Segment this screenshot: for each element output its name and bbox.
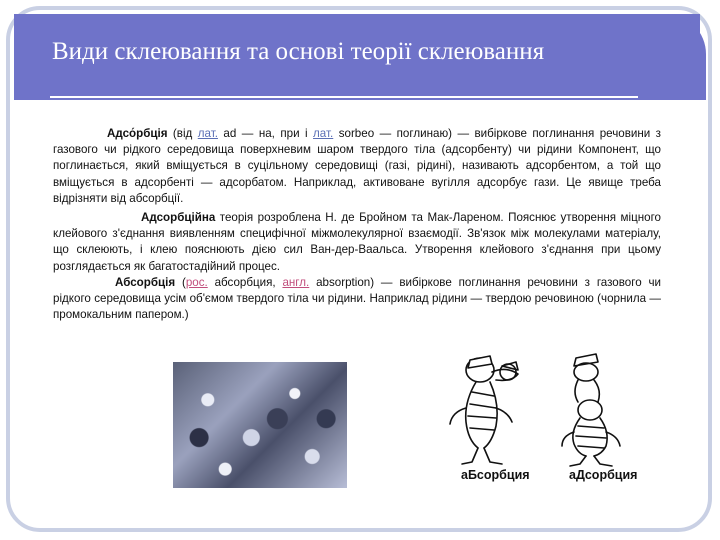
text-fragment: absorption) — вибіркове поглинання речовини з газового чи рідкого середовища усім об'ємом твердого тіла чи рідини. Наприклад рідини — твердою речовиною (чорнила — промокальним папером.) <box>53 275 661 322</box>
caption-absorption: аБсорбция <box>461 468 530 482</box>
text-fragment: абсорбция, <box>207 275 283 289</box>
activated-carbon-photo <box>173 362 347 488</box>
text-fragment: ad — на, при і <box>217 127 314 140</box>
term-adsorption-theory: Адсорбційна <box>141 211 216 225</box>
absorption-cartoon <box>442 352 562 470</box>
text-fragment: sorbeo — поглинаю) — вибіркове поглинання речовини з газового чи рідкого середовища поверхневим шаром твердого тіла (адсорбенту) чи рідини Компонент, що поглинається, який вміщується в суцільному середовищі (газі, рідині), називають адсорбентом, а той що вміщується в адсорбенті — адсорбатом. Наприклад, активоване вугілля адсорбує гази. Це явище треба відрізняти від абсорбції. <box>53 127 661 205</box>
paragraph-adsorption <box>53 126 661 207</box>
link-angl[interactable]: англ. <box>282 275 310 289</box>
link-ros[interactable]: рос. <box>185 275 208 289</box>
text-fragment: (від <box>167 127 198 140</box>
text-fragment: теорія розроблена Н. де Бройном та Мак-Лареном. Пояснює утворення міцного клейового з'єднання виявленням специфічної міжмолекулярної взаємодії. Зв'язок між молекулами матеріалу, що склеюють, і клею пояснюють дією сил Ван-дер-Ваальса. Утворення клейового з'єднання при цьому розглядається як багатостадійний процес. <box>53 211 661 273</box>
paragraph-adsorption-theory <box>53 210 661 275</box>
text-fragment: ( <box>175 275 186 289</box>
link-lat-1[interactable]: лат. <box>197 127 218 140</box>
caption-adsorption: аДсорбция <box>569 468 638 482</box>
slide-title: Види склеювання та основі теорії склеювання <box>52 38 545 65</box>
paragraph-absorption <box>53 275 661 324</box>
title-underline <box>50 96 638 98</box>
link-lat-2[interactable]: лат. <box>313 127 334 140</box>
adsorption-cartoon <box>556 352 676 470</box>
term-absorption: Абсорбція <box>115 275 176 289</box>
slide-body <box>53 126 661 323</box>
term-adsorption: Адсо́рбція <box>107 127 168 140</box>
